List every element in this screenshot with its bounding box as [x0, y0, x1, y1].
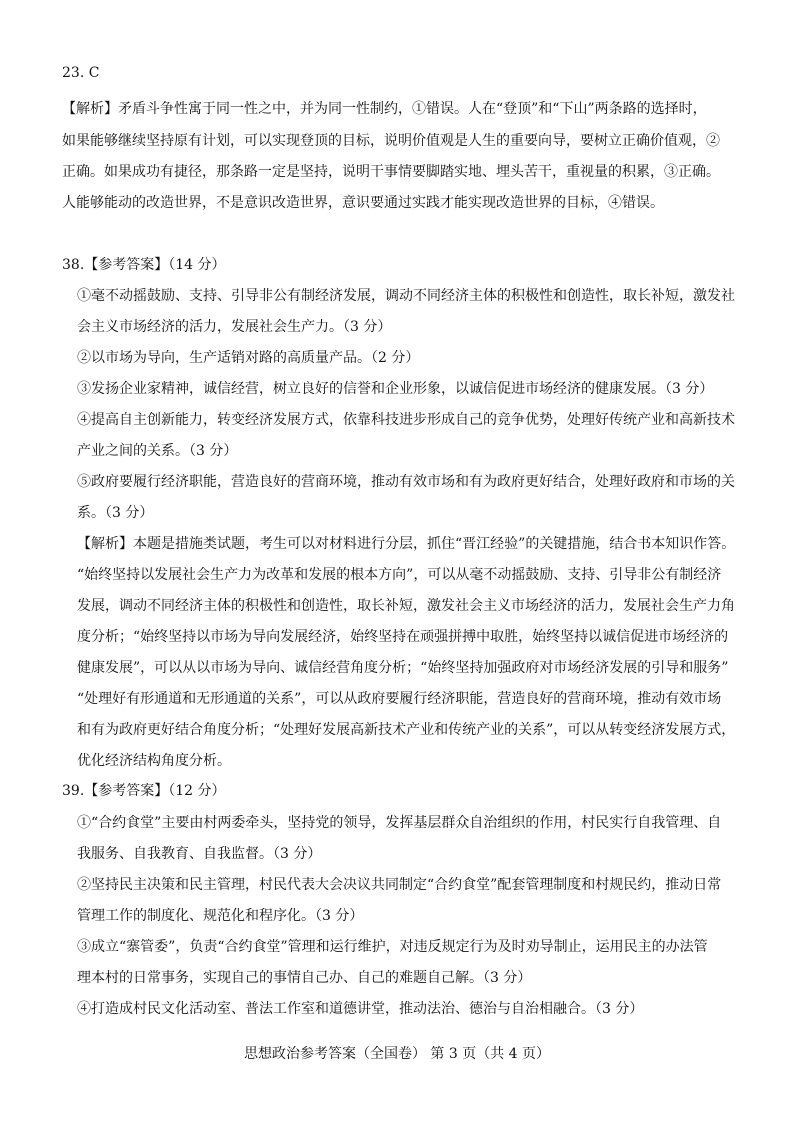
q38-line-1: ①毫不动摇鼓励、支持、引导非公有制经济发展，调动不同经济主体的积极性和创造性，取长补短，激发社	[77, 288, 735, 304]
q38-line-2: 会主义市场经济的活力，发展社会生产力。（3 分）	[77, 319, 392, 335]
q39-line-2: 我服务、自我教育、自我监督。（3 分）	[77, 846, 322, 862]
q38-analysis-line-6: “处理好有形通道和无形通道的关系”，可以从政府要履行经济职能，营造良好的营商环境，推动有效市场	[77, 691, 722, 707]
q39-line-5: ③成立“寨管委”，负责“合约食堂”管理和运行维护，对违反规定行为及时劝导制止，运用民主的办法管	[77, 939, 708, 955]
q38-line-6: 产业之间的关系。（3 分）	[77, 443, 238, 459]
q39-line-3: ②坚持民主决策和民主管理，村民代表大会决议共同制定“合约食堂”配套管理制度和村规民约，推动日常	[77, 877, 722, 893]
q38-header: 38.【参考答案】（14 分）	[62, 257, 226, 273]
q23-line-2: 如果能够继续坚持原有计划，可以实现登顶的目标，说明价值观是人生的重要向导，要树立正确价值观，②	[62, 133, 720, 149]
q23-header: 23. C	[62, 65, 100, 81]
q23-line-3: 正确。如果成功有捷径，那条路一定是坚持，说明干事情要脚踏实地、埋头苦干，重视量的积累，③正确。	[62, 164, 720, 180]
q38-analysis-line-7: 和有为政府更好结合角度分析；“处理好发展高新技术产业和传统产业的关系”，可以从转变经济发展方式，	[77, 722, 736, 738]
q38-analysis-line-4: 度分析；“始终坚持以市场为导向发展经济，始终坚持在顽强拼搏中取胜，始终坚持以诚信促进市场经济的	[77, 629, 729, 645]
q38-line-5: ④提高自主创新能力，转变经济发展方式，依靠科技进步形成自己的竞争优势，处理好传统产业和高新技术	[77, 412, 735, 428]
q23-line-4: 人能够能动的改造世界，不是意识改造世界，意识要通过实践才能实现改造世界的目标，④错误。	[62, 195, 664, 211]
q23-line-1: 【解析】矛盾斗争性寓于同一性之中，并为同一性制约，①错误。人在“登顶”和“下山”两条路的选择时，	[62, 101, 707, 117]
q39-line-6: 理本村的日常事务，实现自己的事情自己办、自己的难题自己解。（3 分）	[77, 970, 532, 986]
q39-line-1: ①“合约食堂”主要由村两委牵头，坚持党的领导，发挥基层群众自治组织的作用，村民实行自我管理、自	[77, 815, 722, 831]
q38-line-7: ⑤政府要履行经济职能，营造良好的营商环境，推动有效市场和有为政府更好结合，处理好政府和市场的关	[77, 474, 735, 490]
q38-analysis-line-2: “始终坚持以发展社会生产力为改革和发展的根本方向”，可以从毫不动摇鼓励、支持、引导非公有制经济	[77, 567, 722, 583]
q39-line-7: ④打造成村民文化活动室、普法工作室和道德讲堂，推动法治、德治与自治相融合。（3 分）	[77, 1001, 644, 1017]
q38-line-8: 系。（3 分）	[77, 505, 154, 521]
q38-line-4: ③发扬企业家精神，诚信经营，树立良好的信誉和企业形象，以诚信促进市场经济的健康发展。（3 分）	[77, 381, 714, 397]
q39-header: 39.【参考答案】（12 分）	[62, 783, 226, 799]
q38-line-3: ②以市场为导向，生产适销对路的高质量产品。（2 分）	[77, 350, 420, 366]
q38-analysis-line-3: 发展，调动不同经济主体的积极性和创造性，取长补短，激发社会主义市场经济的活力，发展社会生产力角	[77, 598, 735, 614]
q38-analysis-line-5: 健康发展”，可以从以市场为导向、诚信经营角度分析；“始终坚持加强政府对市场经济发展的引导和服务”	[77, 660, 729, 676]
q39-line-4: 管理工作的制度化、规范化和程序化。（3 分）	[77, 908, 364, 924]
page-footer: 思想政治参考答案（全国卷） 第 3 页（共 4 页）	[243, 1046, 551, 1062]
q38-analysis-line-1: 【解析】本题是措施类试题，考生可以对材料进行分层，抓住“晋江经验”的关键措施，结合书本知识作答。	[77, 536, 736, 552]
q38-analysis-line-8: 优化经济结构角度分析。	[77, 753, 231, 769]
